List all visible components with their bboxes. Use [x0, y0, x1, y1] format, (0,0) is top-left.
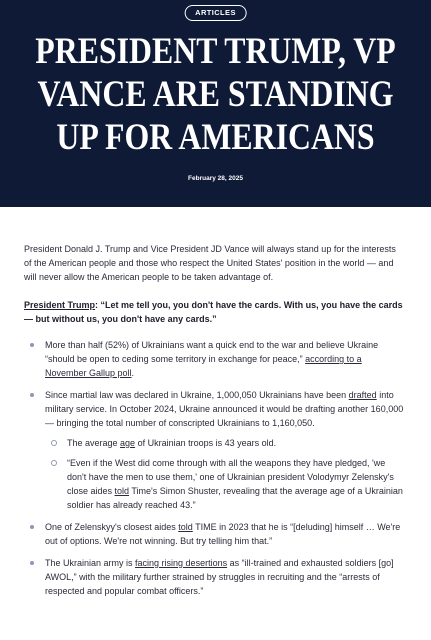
articles-badge[interactable]: ARTICLES	[184, 5, 247, 21]
list-item-text: into military service. In October 2024, Ukraine announced it would be drafting another 160,000 — bringing the total number of conscripted Ukrainians to 1,160,050.	[45, 390, 404, 428]
sub-list	[45, 436, 405, 512]
list-item-text: as “ill-trained and exhausted soldiers [go] AWOL,” with the military further strained by struggles in recruiting and the “arrests of respected and popular combat officers.”	[45, 558, 394, 596]
list-item-text: The average	[67, 438, 121, 448]
list-item-text: “Even if the West did come through with all the weapons they have pledged, 'we don't have the men to use them,' one of Ukrainian president Volodymyr Zelensky's close aides	[67, 458, 394, 496]
title-line-2: VANCE ARE STANDING	[37, 74, 394, 115]
told-link[interactable]: told	[114, 486, 130, 496]
title-line-1: PRESIDENT TRUMP, VP	[35, 31, 396, 72]
list-item-text: Since martial law was declared in Ukraine, 1,000,050 Ukrainians have been	[45, 390, 349, 400]
list-item-text: Time's Simon Shuster, revealing that the average age of a Ukrainian soldier has already reached 43.”	[67, 486, 403, 510]
age-link[interactable]: age	[120, 438, 136, 448]
drafted-link[interactable]: drafted	[348, 390, 377, 400]
quote-speaker: President Trump	[24, 300, 96, 310]
list-item	[24, 338, 405, 380]
list-item-text: .	[131, 368, 135, 378]
fact-list	[24, 338, 405, 598]
list-item-text: More than half (52%) of Ukrainians want a quick end to the war and believe Ukraine “should be open to ceding some territory in exchange for peace,”	[45, 340, 379, 364]
list-item-text: TIME in 2023 that he is “[deluding] himself … We're out of options. We're not winning. But try telling him that.”	[45, 522, 401, 546]
sub-list-item	[45, 436, 405, 450]
publish-date: February 28, 2025	[188, 175, 243, 182]
list-item	[24, 520, 405, 548]
quote-text: “Let me tell you, you don't have the cards. With us, you have the cards — but without us, you don't have any cards.”	[24, 300, 403, 324]
article-body	[0, 207, 431, 598]
sub-list-item	[45, 456, 405, 512]
list-item-text: One of Zelenskyy's closest aides	[45, 522, 179, 532]
article-hero	[0, 0, 431, 207]
gallup-poll-link[interactable]: according to a November Gallup poll	[45, 354, 362, 378]
desertions-link[interactable]: facing rising desertions	[135, 558, 228, 568]
intro-paragraph: President Donald J. Trump and Vice President JD Vance will always stand up for the interests of the American people and those who respect the United States' position in the world — and will never allow the American people to be taken advantage of.	[24, 244, 396, 282]
trump-quote: President Trump: “Let me tell you, you don't have the cards. With us, you have the cards — but without us, you don't have any cards.”	[24, 300, 403, 324]
title-line-3: UP FOR AMERICANS	[56, 117, 375, 158]
list-item	[24, 388, 405, 512]
told-time-link[interactable]: told	[178, 522, 193, 532]
list-item-text: of Ukrainian troops is 43 years old.	[135, 438, 277, 448]
list-item-text: The Ukrainian army is	[45, 558, 136, 568]
list-item	[24, 556, 405, 598]
page-title	[30, 30, 401, 159]
